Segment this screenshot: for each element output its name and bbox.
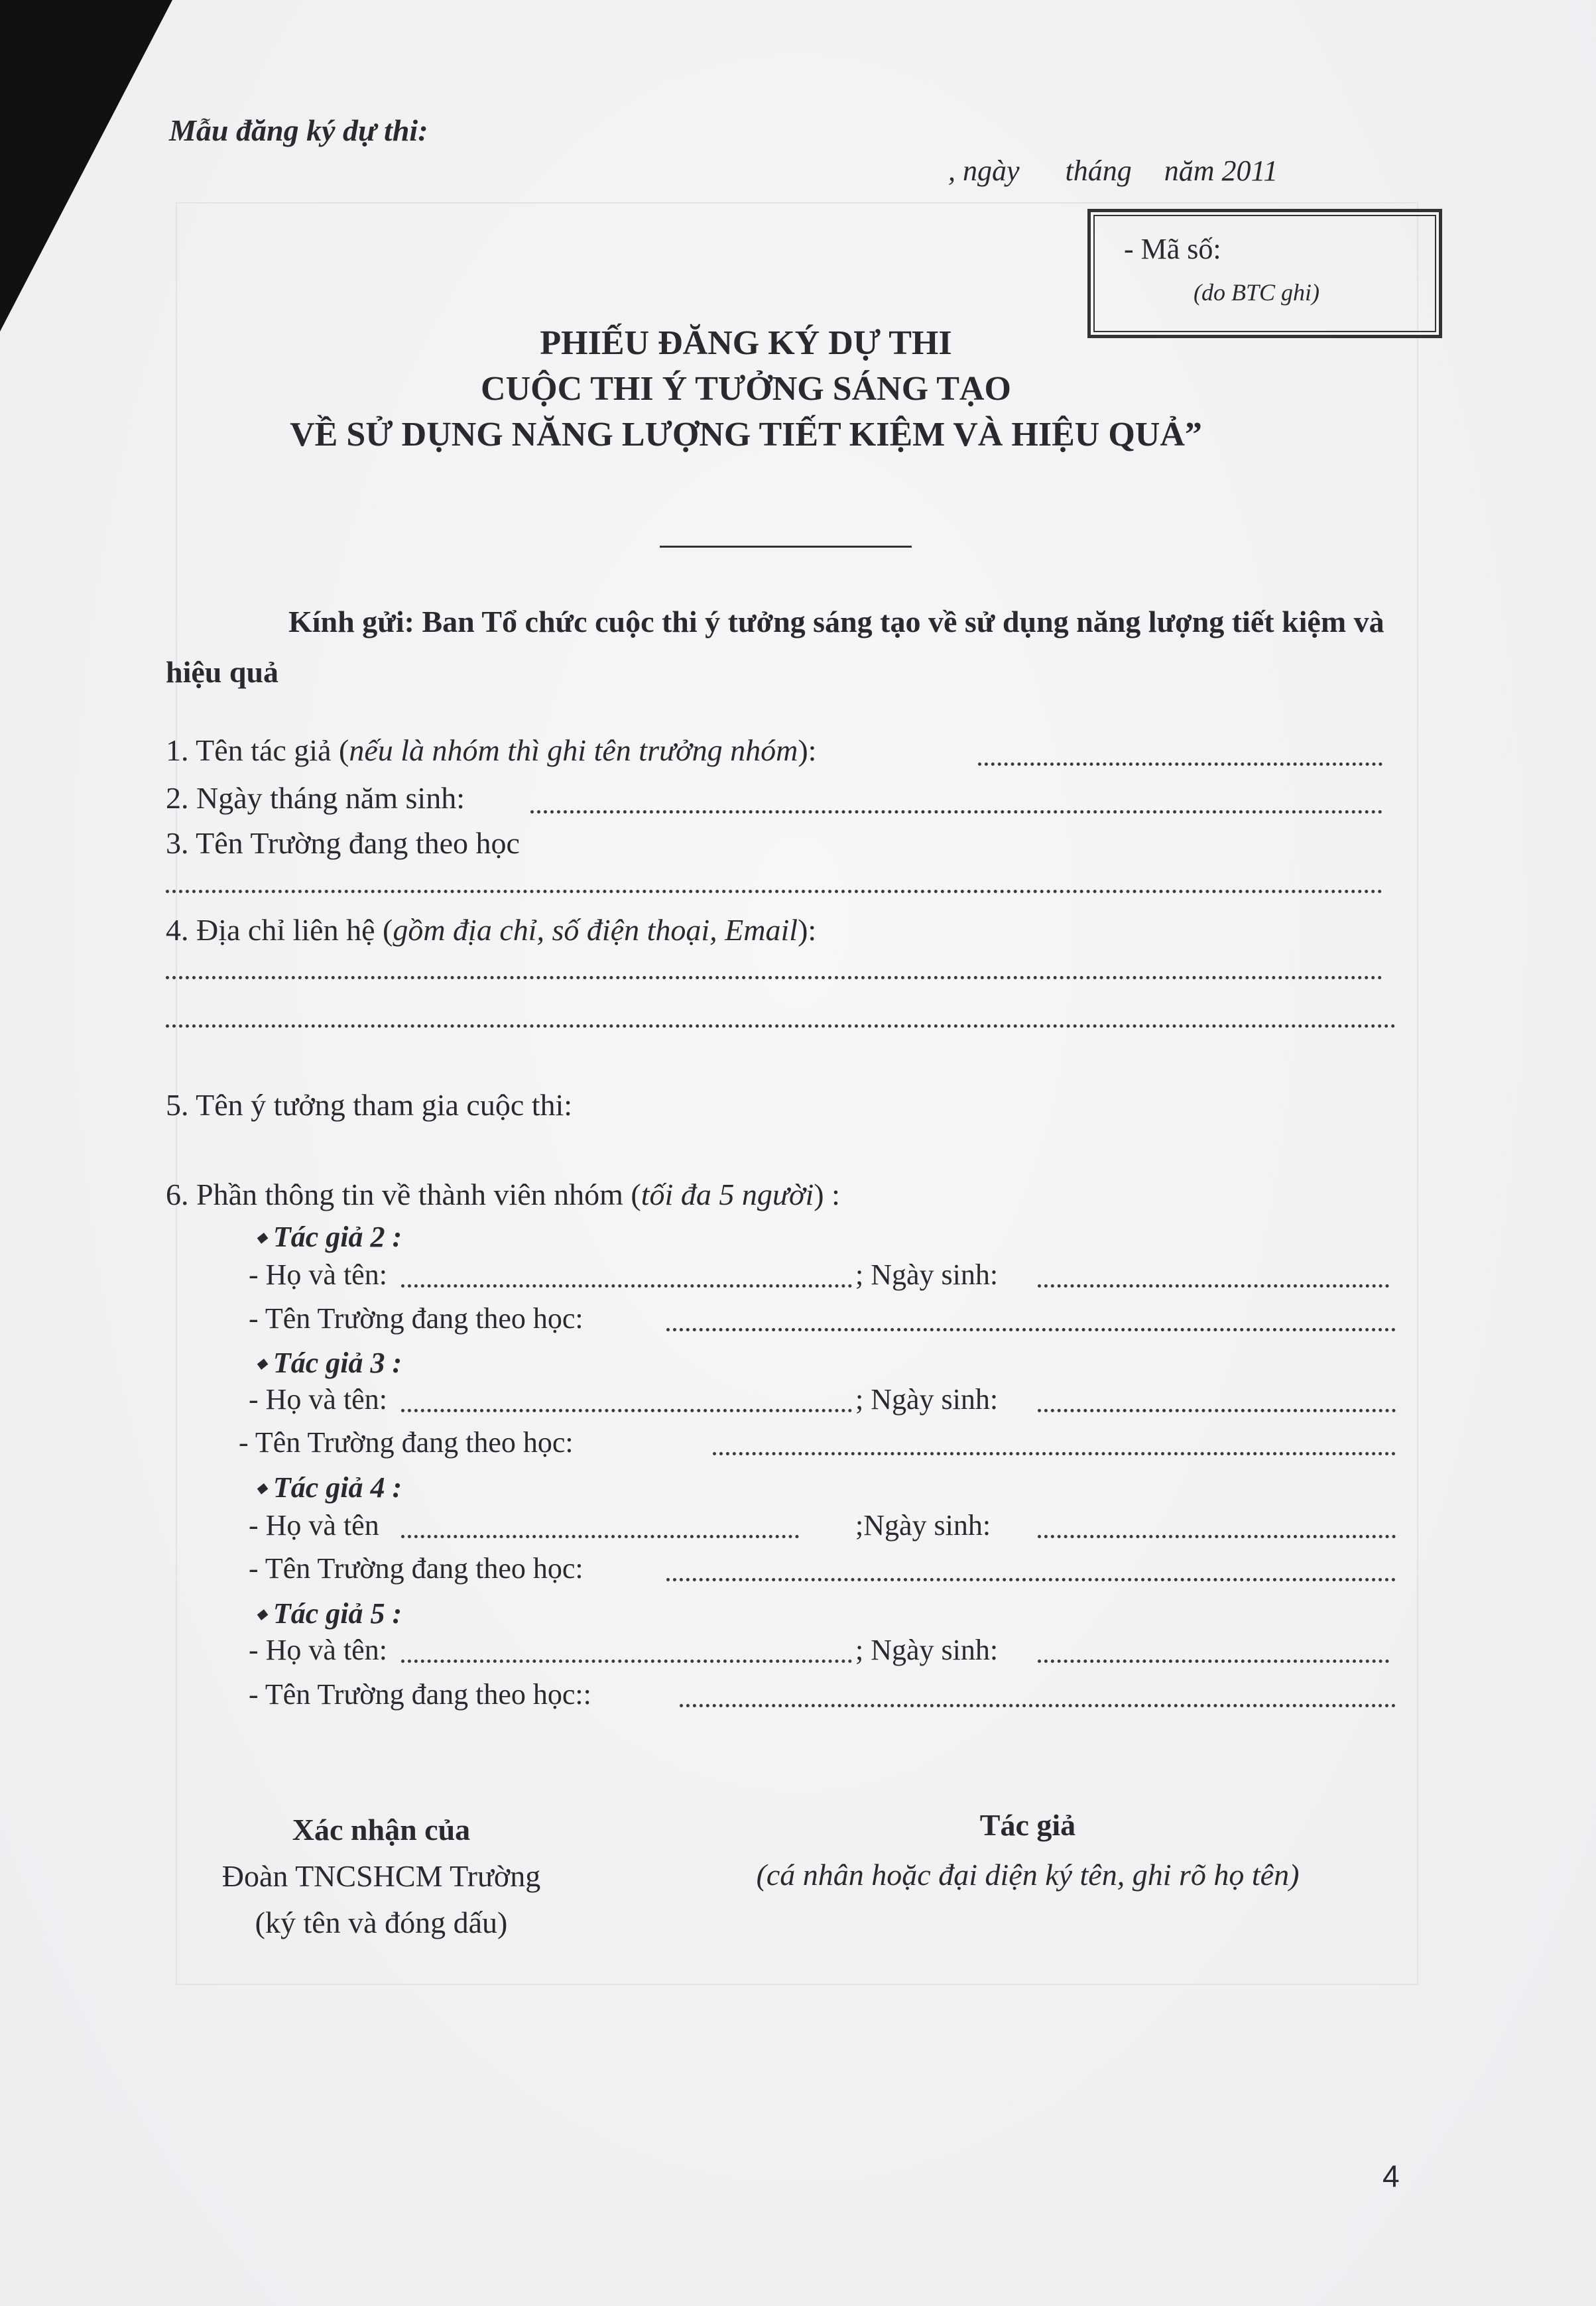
member-2-dob-label: ; Ngày sinh: <box>855 1258 999 1291</box>
salutation <box>166 597 1392 698</box>
member-2-dob-dotline[interactable] <box>1038 1284 1389 1288</box>
title-line-2: CUỘC THI Ý TƯỞNG SÁNG TẠO <box>481 370 1011 408</box>
member-4-dob-label: ;Ngày sinh: <box>855 1509 991 1542</box>
member-5-dob-label: ; Ngày sinh: <box>855 1634 999 1666</box>
member-2-heading: ⬩ Tác giả 2 : <box>255 1221 402 1253</box>
member-4-school-label: - Tên Trường đang theo học: <box>249 1552 583 1585</box>
member-5-heading: ⬩ Tác giả 5 : <box>255 1597 402 1630</box>
date-year: năm 2011 <box>1164 154 1278 187</box>
member-4-heading: ⬩ Tác giả 4 : <box>255 1471 402 1504</box>
member-5-school-label: - Tên Trường đang theo học:: <box>249 1678 591 1711</box>
member-3-name-dotline[interactable] <box>401 1409 852 1412</box>
salutation-prefix: Kính gửi: <box>288 605 414 638</box>
member-4-school-dotline[interactable] <box>666 1578 1396 1581</box>
field-author-name: 1. Tên tác giả (nếu là nhóm thì ghi tên trưởng nhóm): <box>166 733 817 767</box>
signature-left <box>166 1807 597 1946</box>
sig-left-title: Xác nhận của <box>292 1813 471 1847</box>
author-name-dotline[interactable] <box>978 762 1382 766</box>
member-2-school-dotline[interactable] <box>666 1328 1396 1331</box>
member-3-dob-dotline[interactable] <box>1038 1409 1396 1412</box>
signature-right <box>696 1800 1359 1900</box>
sig-right-note: (cá nhân hoặc đại diện ký tên, ghi rõ họ tên) <box>756 1858 1300 1892</box>
sig-left-note: (ký tên và đóng dấu) <box>255 1906 508 1939</box>
title-underline <box>660 546 912 548</box>
birthdate-dotline[interactable] <box>530 810 1382 814</box>
contact-dotline-1[interactable] <box>166 976 1382 979</box>
field-contact: 4. Địa chỉ liên hệ (gồm địa chỉ, số điện thoại, Email): <box>166 913 817 947</box>
member-4-dob-dotline[interactable] <box>1038 1535 1396 1538</box>
school-dotline[interactable] <box>166 890 1382 893</box>
member-5-name-dotline[interactable] <box>401 1660 852 1663</box>
member-2-school-label: - Tên Trường đang theo học: <box>249 1302 583 1335</box>
member-3-school-label: - Tên Trường đang theo học: <box>239 1426 574 1459</box>
member-2-name-label: - Họ và tên: <box>249 1258 387 1291</box>
member-3-dob-label: ; Ngày sinh: <box>855 1383 999 1416</box>
title-line-1: PHIẾU ĐĂNG KÝ DỰ THI <box>540 324 952 362</box>
date-day: , ngày <box>948 154 1020 187</box>
code-label: - Mã số: <box>1124 233 1221 265</box>
member-3-heading: ⬩ Tác giả 3 : <box>255 1347 402 1379</box>
sig-right-title: Tác giả <box>979 1808 1076 1842</box>
date-line <box>948 154 1290 188</box>
salutation-text: Ban Tổ chức cuộc thi ý tưởng sáng tạo về sử dụng năng lượng tiết kiệm và hiệu quả <box>166 605 1384 689</box>
code-box <box>1087 209 1442 338</box>
page-number: 4 <box>1382 2159 1400 2193</box>
field-idea-name: 5. Tên ý tưởng tham gia cuộc thi: <box>166 1088 573 1122</box>
field-birthdate: 2. Ngày tháng năm sinh: <box>166 781 465 815</box>
member-4-name-label: - Họ và tên <box>249 1509 379 1542</box>
member-5-school-dotline[interactable] <box>680 1704 1396 1707</box>
date-month: tháng <box>1065 154 1132 187</box>
member-5-dob-dotline[interactable] <box>1038 1660 1389 1663</box>
member-3-name-label: - Họ và tên: <box>249 1383 387 1416</box>
form-label: Mẫu đăng ký dự thi: <box>169 113 428 147</box>
code-note: (do BTC ghi) <box>1194 279 1320 306</box>
member-5-name-label: - Họ và tên: <box>249 1634 387 1666</box>
member-2-name-dotline[interactable] <box>401 1284 852 1288</box>
contact-dotline-2[interactable] <box>166 1024 1396 1028</box>
field-school: 3. Tên Trường đang theo học <box>166 826 520 860</box>
member-3-school-dotline[interactable] <box>713 1452 1396 1455</box>
title-line-3: VỀ SỬ DỤNG NĂNG LƯỢNG TIẾT KIỆM VÀ HIỆU QUẢ” <box>290 416 1202 454</box>
field-team-members: 6. Phần thông tin về thành viên nhóm (tối đa 5 người) : <box>166 1178 840 1211</box>
folded-corner <box>0 0 172 332</box>
sig-left-org: Đoàn TNCSHCM Trường <box>221 1859 541 1893</box>
member-4-name-dotline[interactable] <box>401 1535 799 1538</box>
